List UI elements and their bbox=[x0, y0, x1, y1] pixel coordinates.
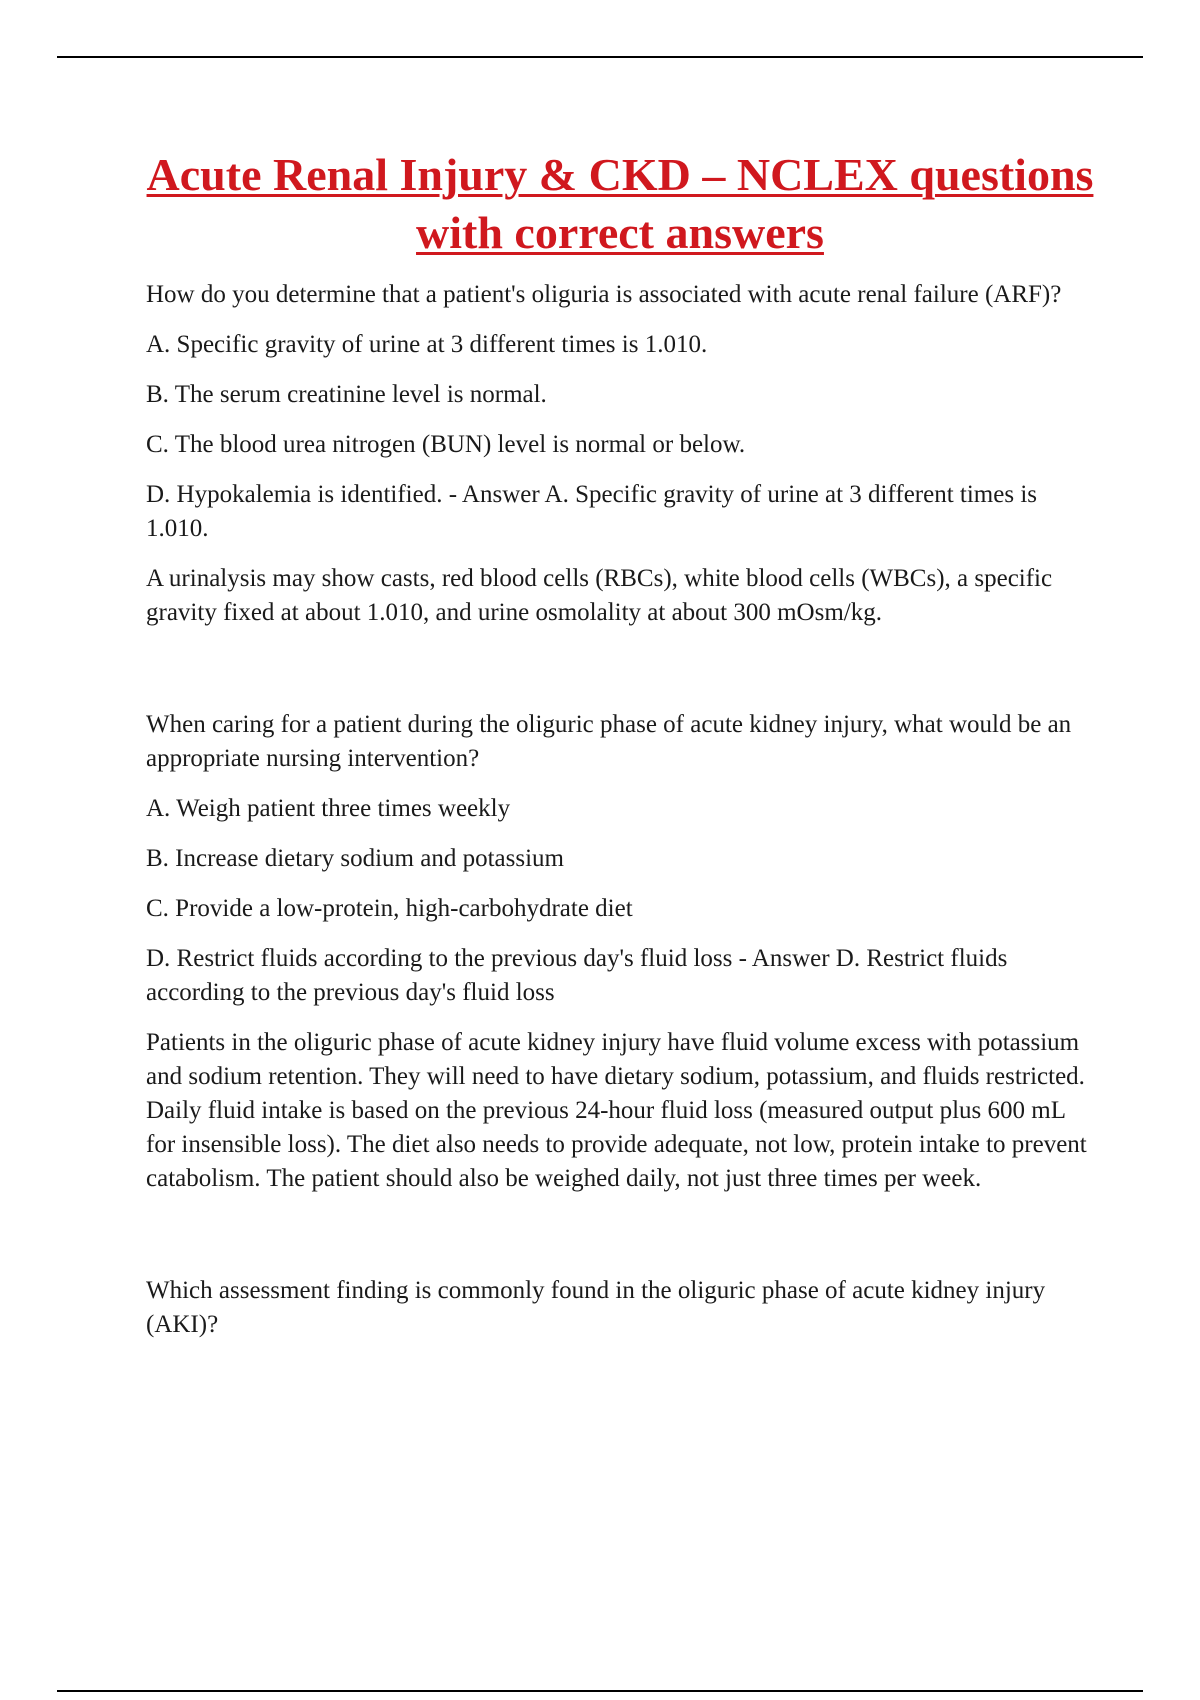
question-block-1 bbox=[146, 278, 1096, 630]
answer-option: A. Specific gravity of urine at 3 different times is 1.010. bbox=[146, 331, 708, 358]
question-block-2 bbox=[146, 708, 1096, 1196]
rationale-text: Patients in the oliguric phase of acute kidney injury have fluid volume excess with potassium and sodium retention. They will need to have dietary sodium, potassium, and fluids restricted. Daily fluid intake is based on the previous 24-hour fluid loss (measured output plus 600 mL for insensible loss). The diet also needs to provide adequate, not low, protein intake to prevent catabolism. The patient should also be weighed daily, not just three times per week. bbox=[146, 1029, 1087, 1192]
answer-option: B. The serum creatinine level is normal. bbox=[146, 381, 547, 408]
answer-option: A. Weigh patient three times weekly bbox=[146, 795, 511, 822]
footer-rule bbox=[57, 1690, 1143, 1692]
question-text: Which assessment finding is commonly found in the oliguric phase of acute kidney injury (AKI)? bbox=[146, 1277, 1046, 1338]
answer-option: C. Provide a low-protein, high-carbohydrate diet bbox=[146, 895, 633, 922]
answer-option: C. The blood urea nitrogen (BUN) level is normal or below. bbox=[146, 431, 746, 458]
document-title: Acute Renal Injury & CKD – NCLEX questions with correct answers bbox=[146, 149, 1094, 258]
question-block-3 bbox=[146, 1274, 1096, 1342]
rationale-text: A urinalysis may show casts, red blood cells (RBCs), white blood cells (WBCs), a specific gravity fixed at about 1.010, and urine osmolality at about 300 mOsm/kg. bbox=[146, 565, 1053, 626]
answer-option: D. Restrict fluids according to the previous day's fluid loss - Answer D. Restrict fluids according to the previous day's fluid loss bbox=[146, 945, 1008, 1006]
spacer bbox=[146, 646, 1096, 708]
spacer bbox=[146, 1212, 1096, 1274]
document-body bbox=[146, 278, 1096, 1358]
header-rule bbox=[57, 56, 1143, 58]
question-text: How do you determine that a patient's oliguria is associated with acute renal failure (ARF)? bbox=[146, 281, 1062, 308]
answer-option: B. Increase dietary sodium and potassium bbox=[146, 845, 564, 872]
answer-option: D. Hypokalemia is identified. - Answer A. Specific gravity of urine at 3 different times is 1.010. bbox=[146, 481, 1037, 542]
question-text: When caring for a patient during the oliguric phase of acute kidney injury, what would be an appropriate nursing intervention? bbox=[146, 711, 1072, 772]
